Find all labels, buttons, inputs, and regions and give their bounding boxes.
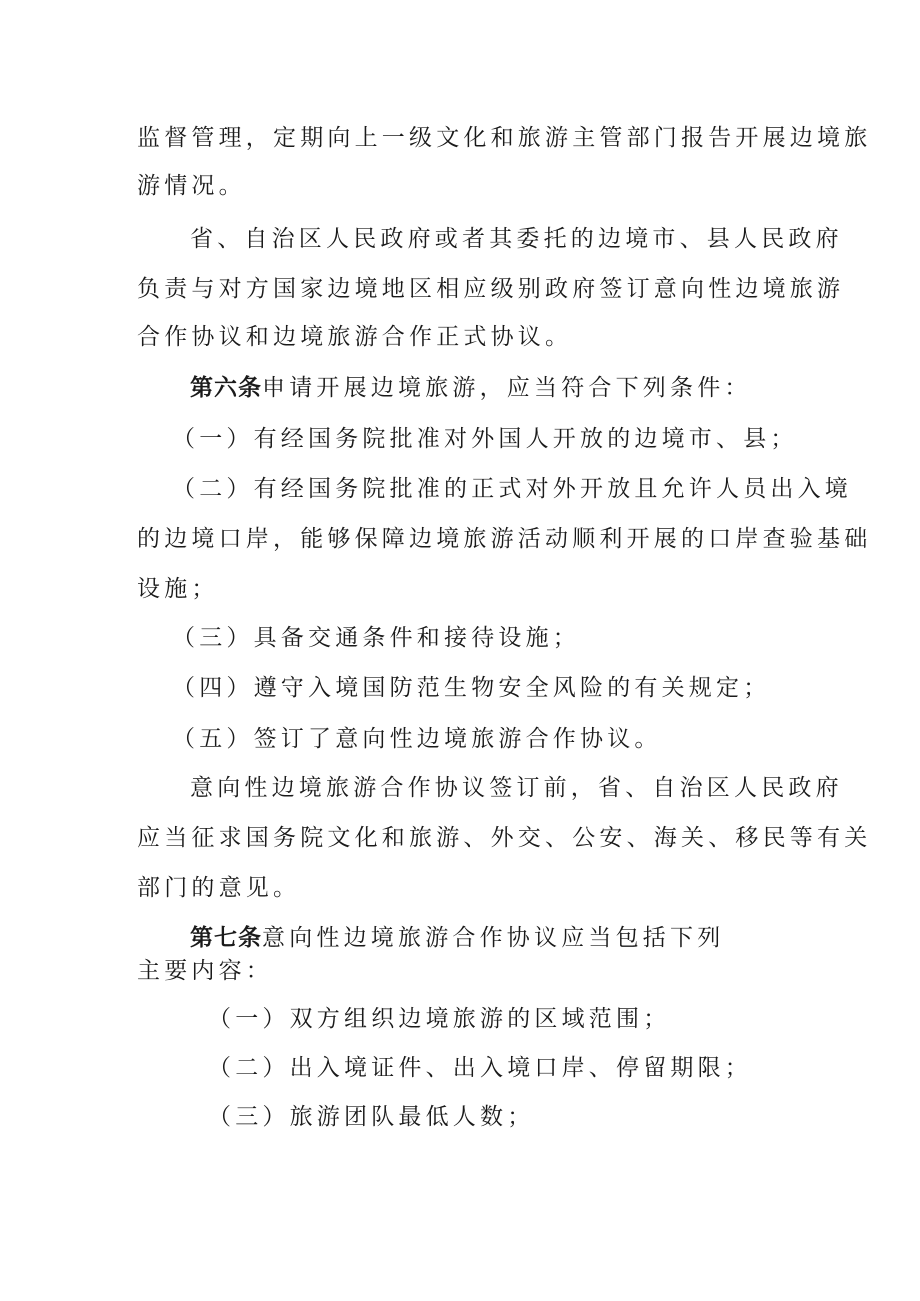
article7-item1: （一）双方组织边境旅游的区域范围；	[208, 1006, 671, 1032]
article6-heading-line	[190, 373, 752, 403]
article7-intro-line2: 主要内容：	[137, 958, 273, 984]
article6-intro: 申请开展边境旅游，应当符合下列条件：	[262, 375, 752, 401]
para2-line2: 负责与对方国家边境地区相应级别政府签订意向性边境旅游	[137, 276, 845, 302]
article6-closing-line2: 应当征求国务院文化和旅游、外交、公安、海关、移民等有关	[137, 825, 872, 851]
article6-item1: （一）有经国务院批准对外国人开放的边境市、县；	[172, 426, 798, 452]
article6-item2-line2: 的边境口岸，能够保障边境旅游活动顺利开展的口岸查验基础	[137, 526, 872, 552]
article7-intro-line1: 意向性边境旅游合作协议应当包括下列	[262, 925, 725, 951]
article7-item3: （三）旅游团队最低人数；	[208, 1104, 535, 1130]
article6-item2-line1: （二）有经国务院批准的正式对外开放且允许人员出入境	[172, 476, 852, 502]
article7-heading: 第七条	[190, 925, 262, 951]
para1-line1: 监督管理，定期向上一级文化和旅游主管部门报告开展边境旅	[137, 125, 872, 151]
para2-line3: 合作协议和边境旅游合作正式协议。	[137, 324, 573, 350]
article6-heading: 第六条	[190, 375, 262, 401]
article6-item3: （三）具备交通条件和接待设施；	[172, 625, 580, 651]
article6-closing-line3: 部门的意见。	[137, 875, 301, 901]
article7-heading-line	[190, 923, 724, 953]
article7-item2: （二）出入境证件、出入境口岸、停留期限；	[208, 1055, 752, 1081]
para2-line1: 省、自治区人民政府或者其委托的边境市、县人民政府	[190, 226, 843, 252]
para1-line2: 游情况。	[137, 173, 246, 199]
article6-item4: （四）遵守入境国防范生物安全风险的有关规定；	[172, 675, 771, 701]
article6-closing-line1: 意向性边境旅游合作协议签订前，省、自治区人民政府	[190, 775, 843, 801]
article6-item5: （五）签订了意向性边境旅游合作协议。	[172, 726, 662, 752]
article6-item2-line3: 设施；	[137, 576, 219, 602]
